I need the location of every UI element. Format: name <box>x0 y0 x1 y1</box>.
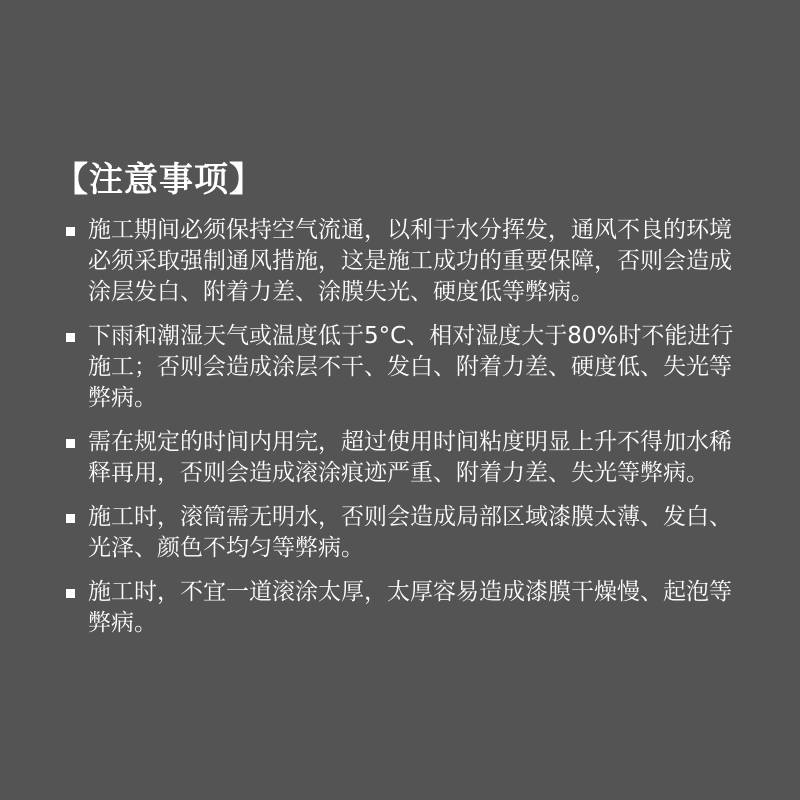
note-text: 施工时，滚筒需无明水，否则会造成局部区域漆膜太薄、发白、光泽、颜色不均匀等弊病。 <box>88 504 732 561</box>
list-item <box>62 502 752 564</box>
square-bullet-icon <box>66 333 75 342</box>
notice-title: 【注意事项】 <box>54 160 264 200</box>
note-text: 施工时，不宜一道滚涂太厚，太厚容易造成漆膜干燥慢、起泡等弊病。 <box>88 579 732 636</box>
list-item <box>62 321 752 414</box>
square-bullet-icon <box>66 589 75 598</box>
square-bullet-icon <box>66 439 75 448</box>
note-text: 下雨和潮湿天气或温度低于5°C、相对湿度大于80%时不能进行施工；否则会造成涂层不干、发白、附着力差、硬度低、失光等弊病。 <box>88 323 734 411</box>
list-item <box>62 577 752 639</box>
list-item <box>62 215 752 308</box>
note-text: 需在规定的时间内用完，超过使用时间粘度明显上升不得加水稀释再用，否则会造成滚涂痕迹严重、附着力差、失光等弊病。 <box>88 429 732 486</box>
square-bullet-icon <box>66 514 75 523</box>
note-text: 施工期间必须保持空气流通，以利于水分挥发，通风不良的环境必须采取强制通风措施，这是施工成功的重要保障，否则会造成涂层发白、附着力差、涂膜失光、硬度低等弊病。 <box>88 217 732 305</box>
list-item <box>62 427 752 489</box>
notice-list <box>62 215 752 652</box>
square-bullet-icon <box>66 227 75 236</box>
